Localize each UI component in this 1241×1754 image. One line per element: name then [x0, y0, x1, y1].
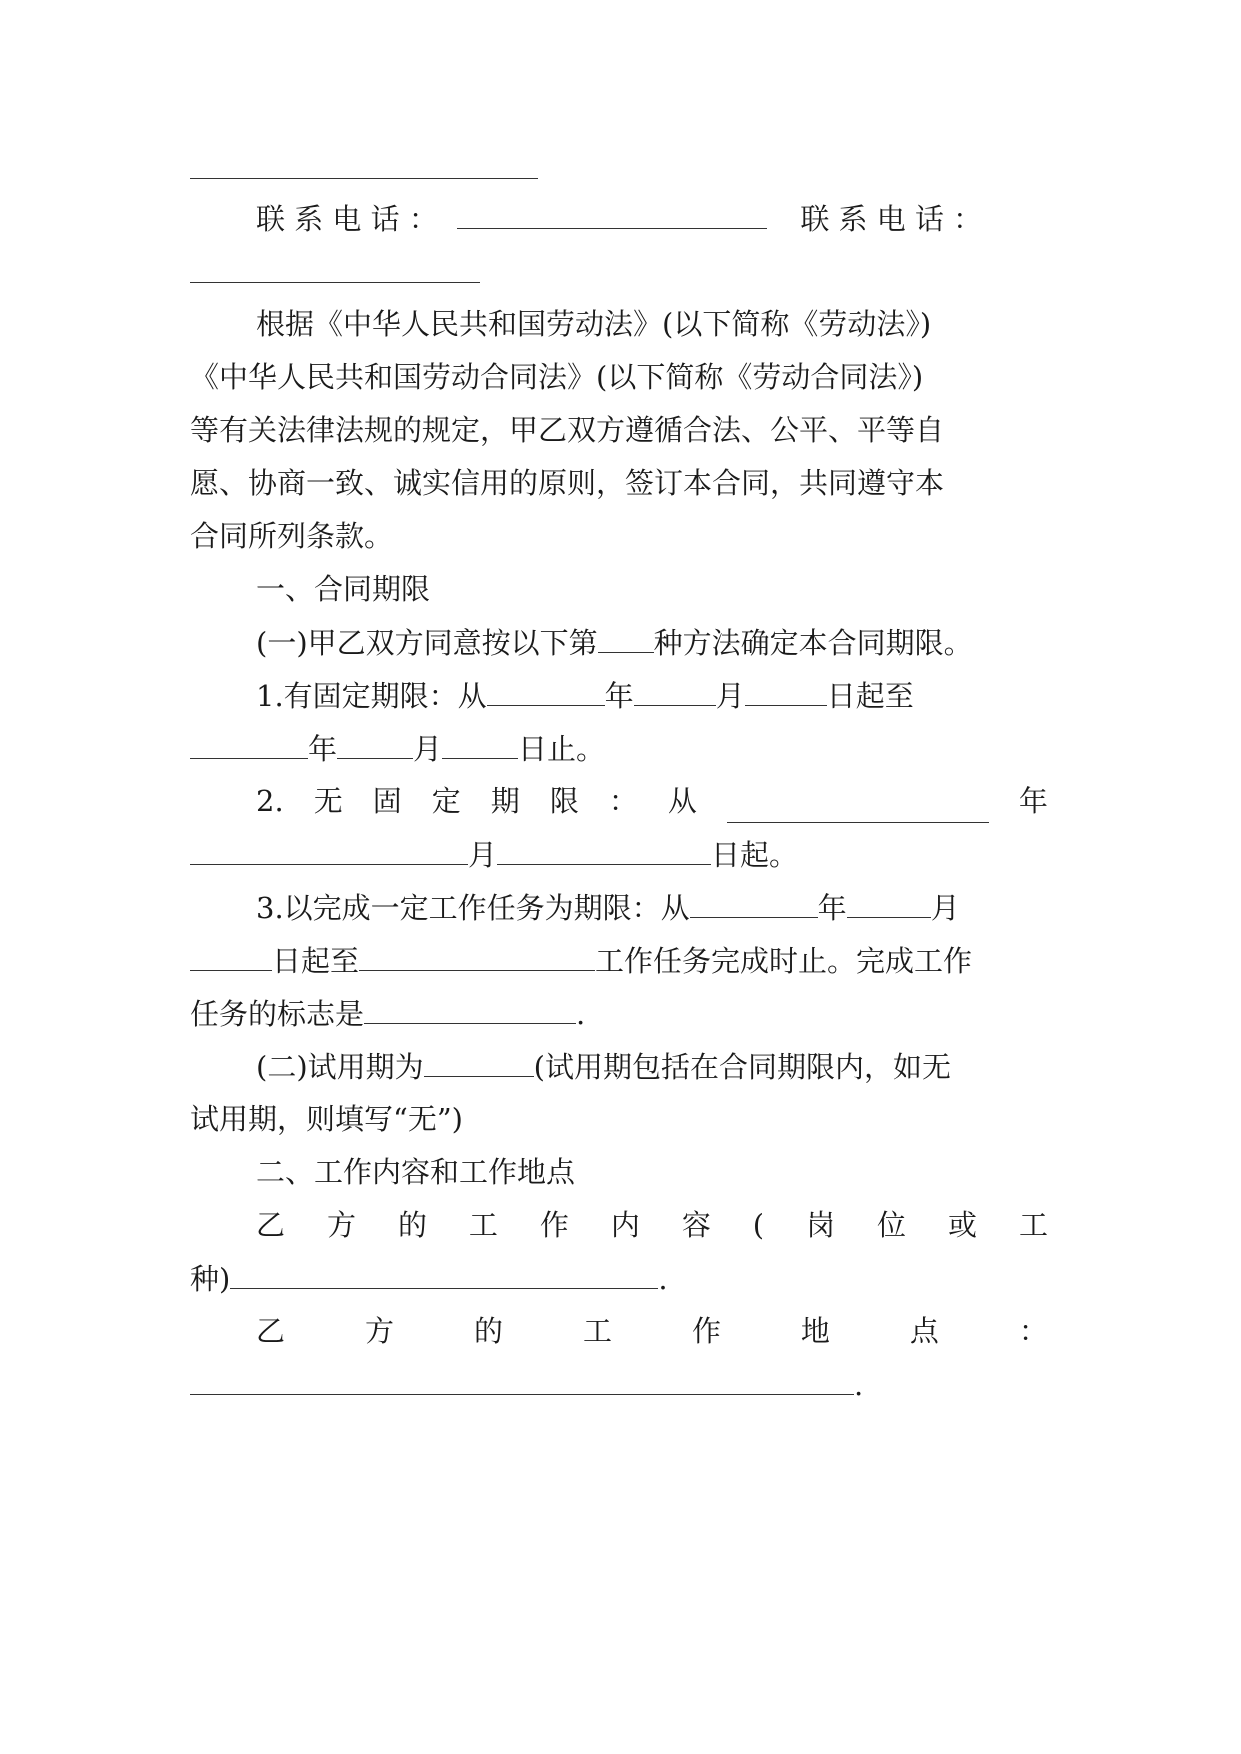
sub2-text-b: (试用期包括在合同期限内，如无 — [533, 1050, 951, 1084]
place-char: 工 — [582, 1314, 612, 1348]
contact-line — [190, 196, 1048, 240]
contact-label-a: 联 系 电 话 ： — [256, 202, 438, 236]
content-char: 岗 — [806, 1208, 836, 1242]
sub1-text-b: 种方法确定本合同期限。 — [653, 626, 973, 660]
content-char: 工 — [1018, 1208, 1048, 1242]
blank-line-top[interactable] — [190, 178, 538, 179]
sub1-text-a: (一)甲乙双方同意按以下第 — [256, 626, 598, 660]
intro-line-4: 愿、协商一致、诚实信用的原则，签订本合同，共同遵守本 — [190, 466, 945, 500]
place-char: 乙 — [256, 1314, 286, 1348]
method-number-blank[interactable] — [598, 620, 654, 653]
item3-year-label: 年 — [817, 891, 847, 925]
work-place-line-2 — [190, 1362, 1048, 1406]
work-content-line-2 — [190, 1256, 1048, 1300]
sub2-text-a: (二)试用期为 — [256, 1050, 424, 1084]
item3-line-2 — [190, 938, 1048, 982]
item1-end-year-blank[interactable] — [190, 726, 308, 759]
content-dot: . — [658, 1262, 668, 1296]
item2-char: 定 — [431, 784, 461, 818]
section-heading-term: 一、合同期限 — [256, 572, 431, 606]
sub2-line — [190, 1044, 1048, 1088]
work-content-line — [190, 1203, 1048, 1247]
item1-line — [190, 673, 1048, 717]
place-char: 方 — [364, 1314, 394, 1348]
intro-line-2: 《中华人民共和国劳动合同法》(以下简称《劳动合同法》) — [190, 360, 924, 394]
contact-phone-b-blank[interactable] — [190, 282, 480, 283]
content-end-text: 种) — [190, 1262, 231, 1296]
content-char: 作 — [539, 1208, 569, 1242]
item3-start-month-blank[interactable] — [847, 885, 931, 918]
item1-text: 1.有固定期限：从 — [256, 679, 487, 713]
item3-dot: . — [576, 997, 586, 1031]
item1-start-year-blank[interactable] — [487, 673, 605, 706]
item2-char: 从 — [667, 784, 697, 818]
content-char: ( — [752, 1208, 765, 1242]
intro-line-3: 等有关法律法规的规定，甲乙双方遵循合法、公平、平等自 — [190, 413, 945, 447]
item3-text-b: 日起至 — [272, 944, 360, 978]
item2-char: 2. — [256, 784, 284, 818]
item2-char: 限 — [549, 784, 579, 818]
probation-blank[interactable] — [424, 1044, 534, 1077]
work-content-blank[interactable] — [230, 1256, 658, 1289]
place-char: ： — [1018, 1314, 1048, 1348]
item2-char: ： — [608, 784, 638, 818]
sub1-line — [190, 620, 1048, 664]
item1-line-2 — [190, 726, 1048, 770]
intro-line-1: 根据《中华人民共和国劳动法》(以下简称《劳动法》) — [256, 307, 932, 341]
item3-text-d: 任务的标志是 — [190, 997, 365, 1031]
place-char: 地 — [800, 1314, 830, 1348]
content-char: 方 — [326, 1208, 356, 1242]
contact-phone-a-blank[interactable] — [457, 196, 767, 229]
item3-line-3 — [190, 991, 1048, 1035]
item1-day-label: 日起至 — [826, 679, 914, 713]
item1-start-day-blank[interactable] — [745, 673, 827, 706]
content-char: 工 — [468, 1208, 498, 1242]
place-dot: . — [854, 1368, 864, 1402]
contact-label-b: 联 系 电 话 ： — [800, 202, 983, 236]
item1-month-label: 月 — [715, 679, 745, 713]
item2-month-label: 月 — [468, 838, 498, 872]
content-char: 内 — [610, 1208, 640, 1242]
place-char: 作 — [691, 1314, 721, 1348]
item2-char: 固 — [372, 784, 402, 818]
item1-end-day-blank[interactable] — [442, 726, 518, 759]
item1-end-year-label: 年 — [308, 732, 338, 766]
place-char: 的 — [473, 1314, 503, 1348]
item3-text-c: 工作任务完成时止。完成工作 — [595, 944, 973, 978]
item1-year-label: 年 — [604, 679, 634, 713]
work-place-line — [190, 1309, 1048, 1353]
item1-end-label: 日止。 — [518, 732, 606, 766]
content-char: 乙 — [256, 1208, 286, 1242]
item2-char: 无 — [313, 784, 343, 818]
content-char: 容 — [681, 1208, 711, 1242]
item2-line-2 — [190, 832, 1048, 876]
item2-line — [190, 779, 1048, 823]
item2-start-day-blank[interactable] — [497, 832, 711, 865]
item3-line — [190, 885, 1048, 929]
work-place-blank[interactable] — [190, 1362, 854, 1395]
item2-char: 期 — [490, 784, 520, 818]
content-char: 位 — [877, 1208, 907, 1242]
item2-start-month-blank[interactable] — [190, 832, 468, 865]
item2-year-label: 年 — [1018, 784, 1048, 818]
item3-start-day-blank[interactable] — [190, 938, 272, 971]
item1-end-month-blank[interactable] — [337, 726, 413, 759]
section-heading-work: 二、工作内容和工作地点 — [256, 1155, 576, 1189]
item2-start-year-blank[interactable] — [727, 790, 989, 823]
task-completion-mark-blank[interactable] — [364, 991, 576, 1024]
item3-text: 3.以完成一定工作任务为期限：从 — [256, 891, 690, 925]
item3-task-blank[interactable] — [359, 938, 595, 971]
intro-line-5: 合同所列条款。 — [190, 519, 394, 553]
sub2-line-2: 试用期，则填写“无”) — [190, 1102, 463, 1136]
content-char: 或 — [948, 1208, 978, 1242]
item1-end-month-label: 月 — [413, 732, 443, 766]
place-char: 点 — [909, 1314, 939, 1348]
item1-start-month-blank[interactable] — [634, 673, 716, 706]
content-char: 的 — [397, 1208, 427, 1242]
item3-month-label: 月 — [930, 891, 960, 925]
item2-end-label: 日起。 — [711, 838, 799, 872]
item3-start-year-blank[interactable] — [690, 885, 818, 918]
